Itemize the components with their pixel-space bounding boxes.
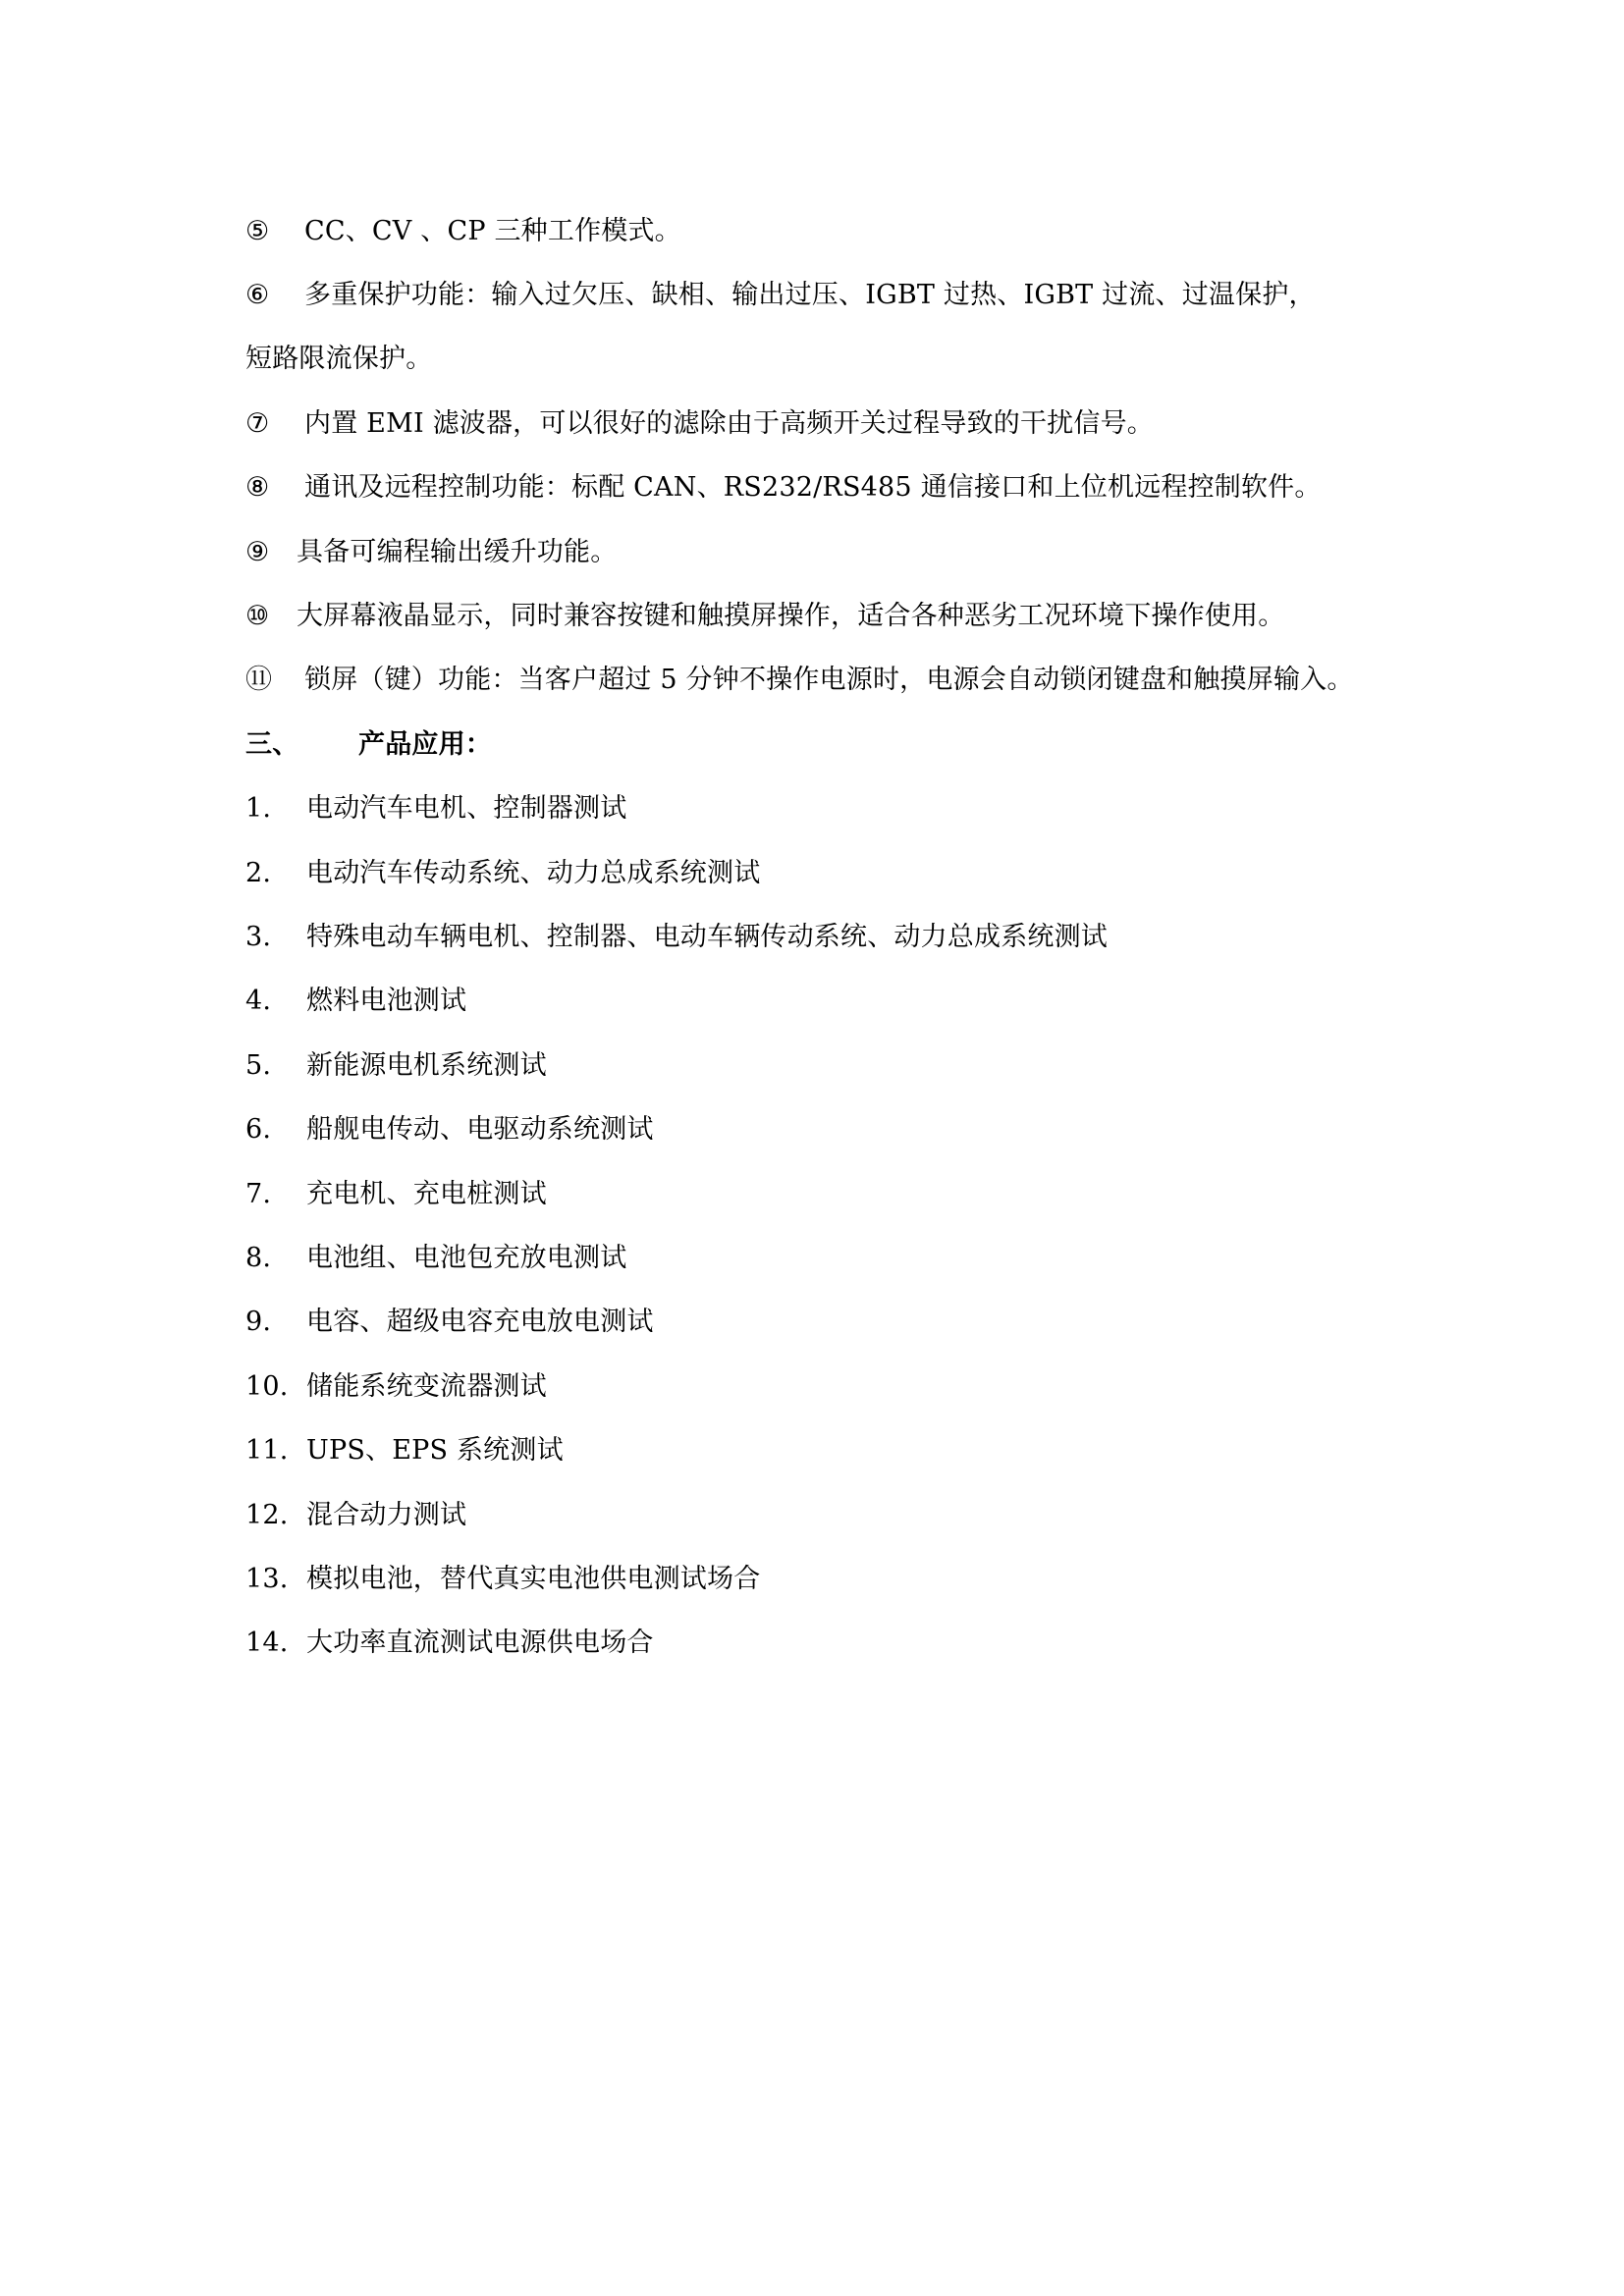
feature-text: 通讯及远程控制功能：标配 CAN、RS232/RS485 通信接口和上位机远程控制软件。 [304,472,1322,503]
list-number: 1. [245,793,272,824]
list-number: 7. [245,1179,272,1209]
list-text: UPS、EPS 系统测试 [306,1435,564,1466]
list-item [245,1239,626,1278]
list-text: 充电机、充电桩测试 [306,1179,547,1209]
list-number: 3. [245,922,272,952]
list-item [245,918,1108,957]
feature-marker: ⑦ [245,408,270,439]
list-text: 新能源电机系统测试 [306,1050,547,1081]
list-text: 船舰电传动、电驱动系统测试 [306,1114,654,1145]
list-item [245,1175,547,1214]
feature-item [245,597,1284,636]
list-text: 储能系统变流器测试 [306,1371,547,1402]
feature-marker: ⑪ [245,665,273,695]
feature-text: 多重保护功能：输入过欠压、缺相、输出过压、IGBT 过热、IGBT 过流、过温保护， [304,280,1316,310]
list-number: 9. [245,1307,272,1337]
list-item [245,1560,760,1599]
list-text: 电动汽车电机、控制器测试 [306,793,627,824]
list-number: 6. [245,1114,272,1145]
list-item [245,1303,654,1342]
list-number: 2. [245,858,272,888]
list-number: 5. [245,1050,272,1081]
list-text: 混合动力测试 [306,1500,467,1530]
list-item [245,1046,547,1086]
feature-item [245,533,617,572]
list-text: 特殊电动车辆电机、控制器、电动车辆传动系统、动力总成系统测试 [306,922,1108,952]
list-item [245,1496,466,1535]
feature-text: 锁屏（键）功能：当客户超过 5 分钟不操作电源时，电源会自动锁闭键盘和触摸屏输入。 [304,665,1354,695]
list-text: 电容、超级电容充电放电测试 [306,1307,654,1337]
list-number: 13. [245,1564,289,1594]
list-text: 燃料电池测试 [306,986,467,1016]
feature-text: 短路限流保护。 [245,344,433,374]
list-text: 电动汽车传动系统、动力总成系统测试 [306,858,761,888]
feature-text: CC、CV 、CP 三种工作模式。 [304,216,681,246]
feature-text: 内置 EMI 滤波器，可以很好的滤除由于高频开关过程导致的干扰信号。 [304,408,1154,439]
list-item [245,1110,654,1149]
list-item [245,1367,547,1407]
feature-marker: ⑤ [245,216,270,246]
feature-text: 大屏幕液晶显示，同时兼容按键和触摸屏操作，适合各种恶劣工况环境下操作使用。 [297,601,1285,631]
feature-marker: ⑥ [245,280,270,310]
list-number: 10. [245,1371,289,1402]
feature-item [245,468,1322,507]
list-item [245,789,626,828]
list-text: 大功率直流测试电源供电场合 [306,1628,654,1658]
section-heading [245,725,492,765]
feature-item [245,276,1316,315]
feature-text: 具备可编程输出缓升功能。 [297,537,618,567]
feature-item [245,661,1354,700]
list-number: 4. [245,986,272,1016]
list-number: 12. [245,1500,289,1530]
feature-marker: ⑨ [245,537,270,567]
section-marker: 三、 [245,729,299,760]
list-number: 11. [245,1435,289,1466]
list-text: 电池组、电池包充放电测试 [306,1243,627,1273]
list-number: 14. [245,1628,289,1658]
list-item [245,982,466,1021]
feature-marker: ⑧ [245,472,270,503]
list-text: 模拟电池，替代真实电池供电测试场合 [306,1564,761,1594]
feature-marker: ⑩ [245,601,270,631]
section-title: 产品应用： [358,729,492,760]
list-item [245,1624,654,1663]
feature-continuation [245,340,432,379]
feature-item [245,404,1154,444]
feature-item [245,212,681,251]
list-number: 8. [245,1243,272,1273]
list-item [245,1431,564,1470]
list-item [245,854,760,893]
